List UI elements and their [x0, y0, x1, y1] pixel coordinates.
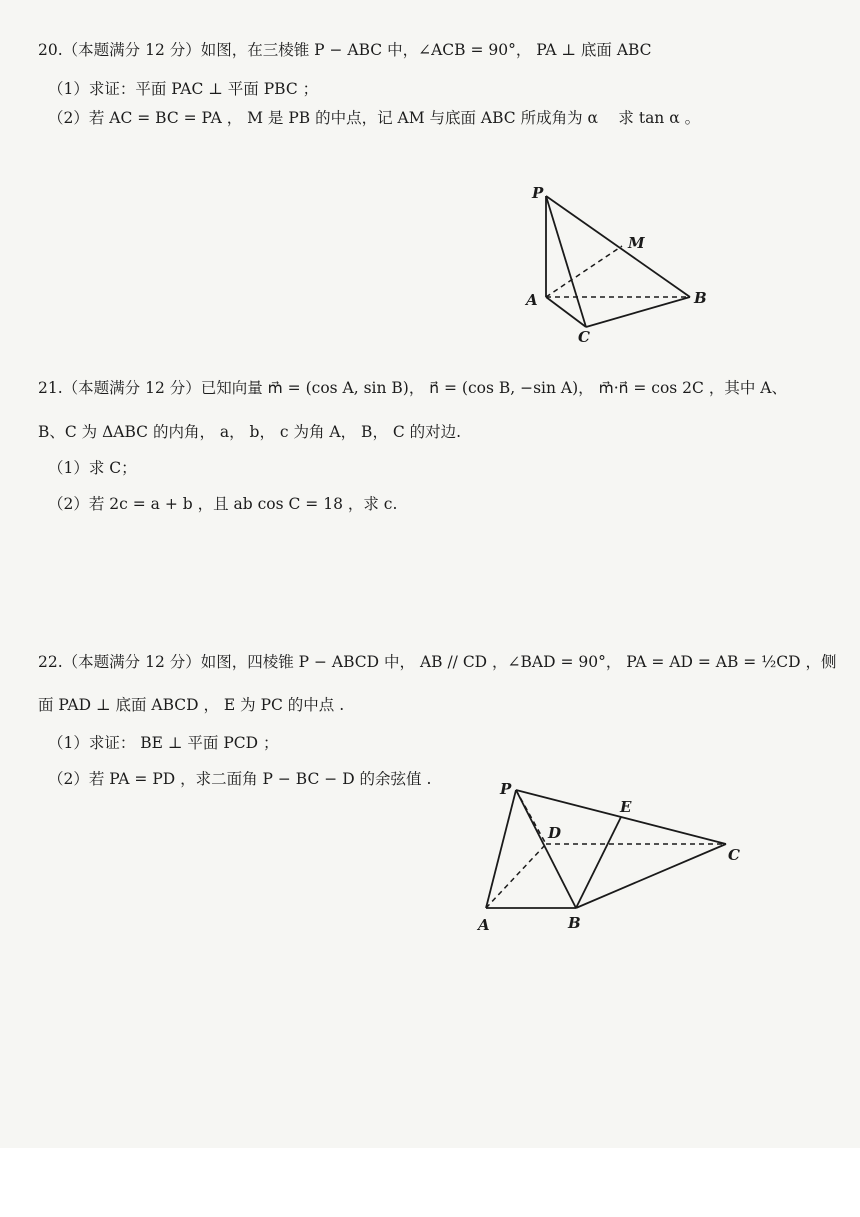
q22-stem: 22.（本题满分 12 分）如图，四棱锥 P − ABCD 中， AB // CD ，∠BAD = 90°， PA = AD = AB = ½CD ，侧 — [38, 653, 837, 671]
label-A: A — [478, 916, 490, 934]
q21-part1: （1）求 C； — [48, 459, 137, 477]
edge-AC — [546, 297, 586, 327]
label-B: B — [694, 289, 707, 307]
q20-part2: （2）若 AC = BC = PA ， M 是 PB 的中点，记 AM 与底面 ABC 所成角为 α 求 tan α 。 — [48, 109, 701, 127]
edge-PD-hidden — [516, 790, 546, 844]
q22-part1: （1）求证： BE ⊥ 平面 PCD ； — [48, 734, 279, 752]
q21-part2: （2）若 2c = a + b ，且 ab cos C = 18 ，求 c. — [48, 495, 398, 513]
edge-BC — [576, 844, 726, 908]
label-P: P — [532, 184, 544, 202]
q20-stem: 20.（本题满分 12 分）如图，在三棱锥 P − ABC 中，∠ACB = 90°， PA ⊥ 底面 ABC — [38, 41, 652, 59]
edge-PA — [486, 790, 516, 908]
segment-AM-hidden — [546, 246, 622, 297]
edge-PC — [546, 196, 586, 327]
label-C: C — [578, 328, 590, 346]
page-bottom-margin — [0, 1148, 860, 1217]
edge-PB — [546, 196, 690, 297]
q20-tetrahedron-figure — [510, 180, 720, 350]
edge-CB — [586, 297, 690, 327]
q22-stem-continued: 面 PAD ⊥ 底面 ABCD ， E 为 PC 的中点 . — [38, 696, 345, 714]
label-B: B — [568, 914, 581, 932]
segment-BE — [576, 817, 621, 908]
label-P: P — [500, 780, 512, 798]
label-C: C — [728, 846, 740, 864]
q20-part1: （1）求证：平面 PAC ⊥ 平面 PBC ； — [48, 80, 319, 98]
label-A: A — [526, 291, 538, 309]
q21-stem-continued: B、C 为 ΔABC 的内角， a， b， c 为角 A， B， C 的对边. — [38, 423, 462, 441]
label-E: E — [620, 798, 632, 816]
q22-pyramid-figure — [470, 778, 750, 938]
label-D: D — [548, 824, 562, 842]
label-M: M — [628, 234, 645, 252]
q22-part2: （2）若 PA = PD ，求二面角 P − BC − D 的余弦值 . — [48, 770, 432, 788]
q21-stem: 21.（本题满分 12 分）已知向量 m⃗ = (cos A, sin B)， n⃗ = (cos B, −sin A)， m⃗·n⃗ = cos 2C ，其中 A、 — [38, 379, 787, 397]
